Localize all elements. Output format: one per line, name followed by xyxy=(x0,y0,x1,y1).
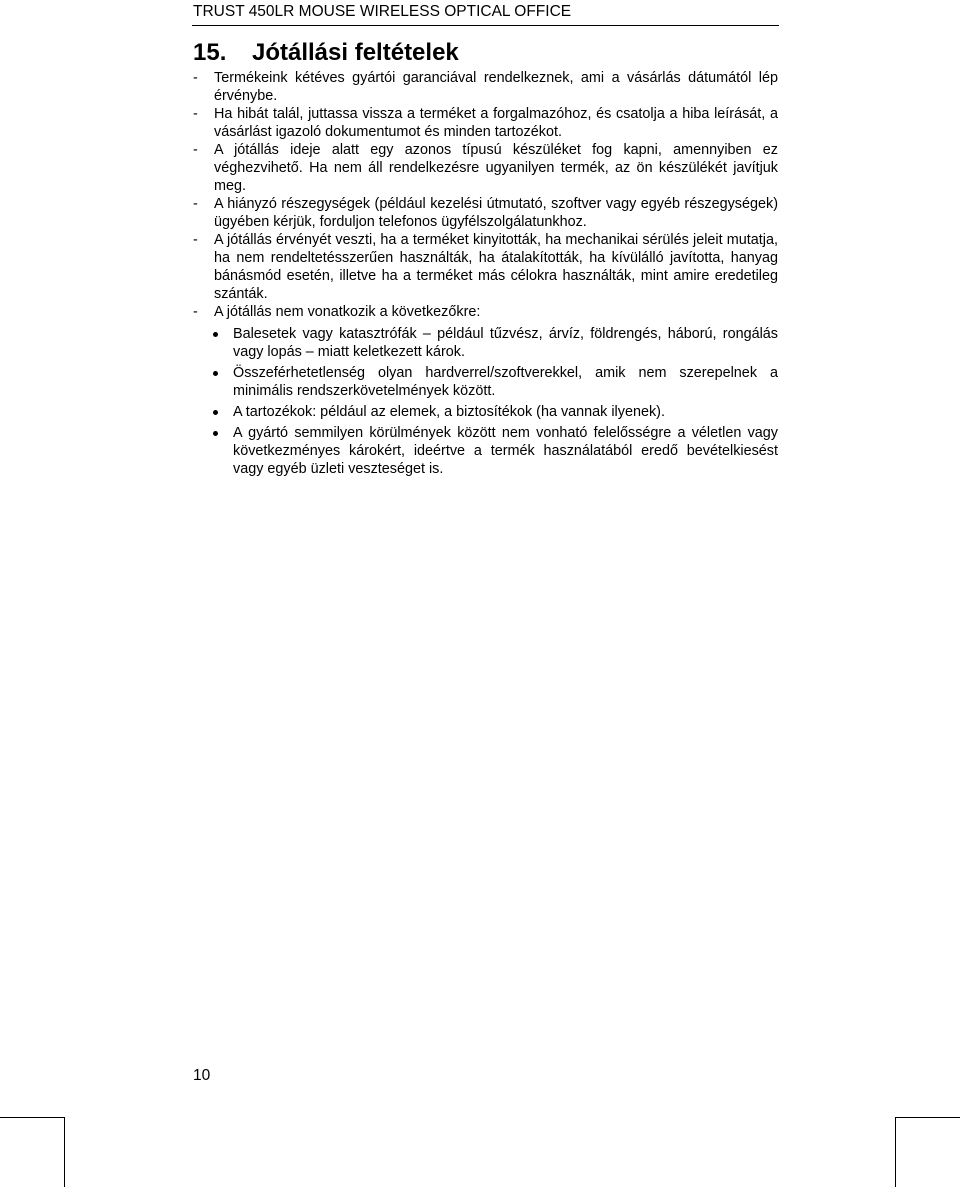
list-item xyxy=(193,195,778,231)
bullet-icon xyxy=(213,371,218,376)
dash-marker: - xyxy=(193,70,198,86)
warranty-terms xyxy=(193,69,778,481)
crop-mark-left-vertical xyxy=(64,1117,65,1187)
bullet-icon xyxy=(213,410,218,415)
bullet-icon xyxy=(213,431,218,436)
crop-mark-left-horizontal xyxy=(0,1117,64,1118)
crop-mark-right-horizontal xyxy=(895,1117,960,1118)
bullet-item xyxy=(193,364,778,400)
crop-mark-right-vertical xyxy=(895,1117,896,1187)
bullet-item xyxy=(193,325,778,361)
bullet-item xyxy=(193,424,778,478)
bullet-item-text: A gyártó semmilyen körülmények között nem vonható felelősségre a véletlen vagy következményes károkért, ideértve a termék használatából eredő bevételkiesést vagy egyéb üzleti veszteséget is. xyxy=(233,425,778,477)
dash-marker: - xyxy=(193,304,198,320)
page-number: 10 xyxy=(193,1067,211,1084)
dash-marker: - xyxy=(193,106,198,122)
list-item xyxy=(193,69,778,105)
dash-marker: - xyxy=(193,232,198,248)
list-item-text: A jótállás nem vonatkozik a következőkre: xyxy=(214,304,481,320)
list-item xyxy=(193,303,778,321)
list-item-text: A jótállás ideje alatt egy azonos típusú készüléket fog kapni, amennyiben ez véghezvihető. Ha nem áll rendelkezésre ugyanilyen termék, az ön készülékét javítjuk meg. xyxy=(214,142,778,194)
section-number: 15. xyxy=(193,39,227,66)
terms-list xyxy=(193,69,778,321)
list-item xyxy=(193,105,778,141)
running-header: TRUST 450LR MOUSE WIRELESS OPTICAL OFFICE xyxy=(193,3,572,20)
dash-marker: - xyxy=(193,142,198,158)
list-item xyxy=(193,141,778,195)
bullet-item-text: Összeférhetetlenség olyan hardverrel/szoftverekkel, amik nem szerepelnek a minimális rendszerkövetelmények között. xyxy=(233,365,778,399)
list-item-text: Termékeink kétéves gyártói garanciával rendelkeznek, ami a vásárlás dátumától lép érvénybe. xyxy=(214,70,778,104)
list-item-text: A hiányzó részegységek (például kezelési útmutató, szoftver vagy egyéb részegységek) ügyében kérjük, forduljon telefonos ügyfélszolgálatunkhoz. xyxy=(214,196,778,230)
bullet-item-text: Balesetek vagy katasztrófák – például tűzvész, árvíz, földrengés, háború, rongálás vagy lopás – miatt keletkezett károk. xyxy=(233,326,778,360)
bullet-item-text: A tartozékok: például az elemek, a biztosítékok (ha vannak ilyenek). xyxy=(233,404,665,420)
exclusions-list xyxy=(193,325,778,478)
bullet-icon xyxy=(213,332,218,337)
header-rule xyxy=(192,25,779,26)
list-item-text: Ha hibát talál, juttassa vissza a terméket a forgalmazóhoz, és csatolja a hiba leírását, a vásárlást igazoló dokumentumot és minden tartozékot. xyxy=(214,106,778,140)
list-item xyxy=(193,231,778,303)
list-item-text: A jótállás érvényét veszti, ha a terméket kinyitották, ha mechanikai sérülés jeleit mutatja, ha nem rendeltetésszerűen használták, ha átalakították, ha kívülálló javította, hanyag bánásmód esetén, illetve ha a terméket más célokra használták, mint amire eredetileg szánták. xyxy=(214,232,778,302)
bullet-item xyxy=(193,403,778,421)
dash-marker: - xyxy=(193,196,198,212)
section-heading xyxy=(193,38,459,68)
section-title: Jótállási feltételek xyxy=(252,39,459,66)
